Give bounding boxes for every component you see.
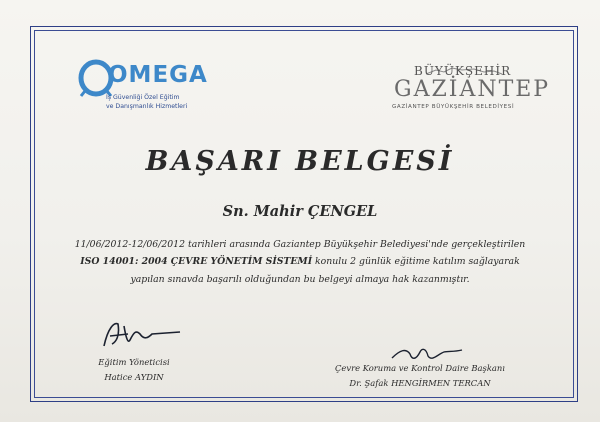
omega-tagline-1: İş Güvenliği Özel Eğitim xyxy=(106,94,180,101)
body-line-2-rest: konulu 2 günlük eğitime katılım sağlayarak xyxy=(312,256,520,267)
certificate-title: BAŞARI BELGESİ xyxy=(145,146,455,177)
gaziantep-main-text: GAZİANTEP xyxy=(394,77,551,102)
body-line-2 xyxy=(0,256,600,267)
right-signatory-role: Çevre Koruma ve Kontrol Daire Başkanı xyxy=(335,363,505,373)
body-line-3: yapılan sınavda başarılı olduğundan bu belgeyi almaya hak kazanmıştır. xyxy=(130,274,470,285)
left-signatory-role: Eğitim Yöneticisi xyxy=(98,357,170,367)
omega-logo xyxy=(76,56,226,126)
gaziantep-top-text: BÜYÜKŞEHİR xyxy=(414,64,512,78)
body-line-1: 11/06/2012-12/06/2012 tarihleri arasında Gaziantep Büyükşehir Belediyesi'nde gerçekleştirilen xyxy=(74,239,526,250)
right-signatory-name: Dr. Şafak HENGİRMEN TERCAN xyxy=(349,378,491,388)
omega-tagline-2: ve Danışmanlık Hizmetleri xyxy=(106,103,188,110)
omega-wordmark: OMEGA xyxy=(108,62,208,88)
left-signature xyxy=(96,318,186,350)
gaziantep-logo xyxy=(386,60,551,120)
left-signatory-name: Hatice AYDIN xyxy=(104,372,164,382)
recipient-name: Sn. Mahir ÇENGEL xyxy=(222,203,378,220)
gaziantep-sub-text: GAZİANTEP BÜYÜKŞEHİR BELEDİYESİ xyxy=(392,104,515,110)
course-name: ISO 14001: 2004 ÇEVRE YÖNETİM SİSTEMİ xyxy=(80,256,313,267)
